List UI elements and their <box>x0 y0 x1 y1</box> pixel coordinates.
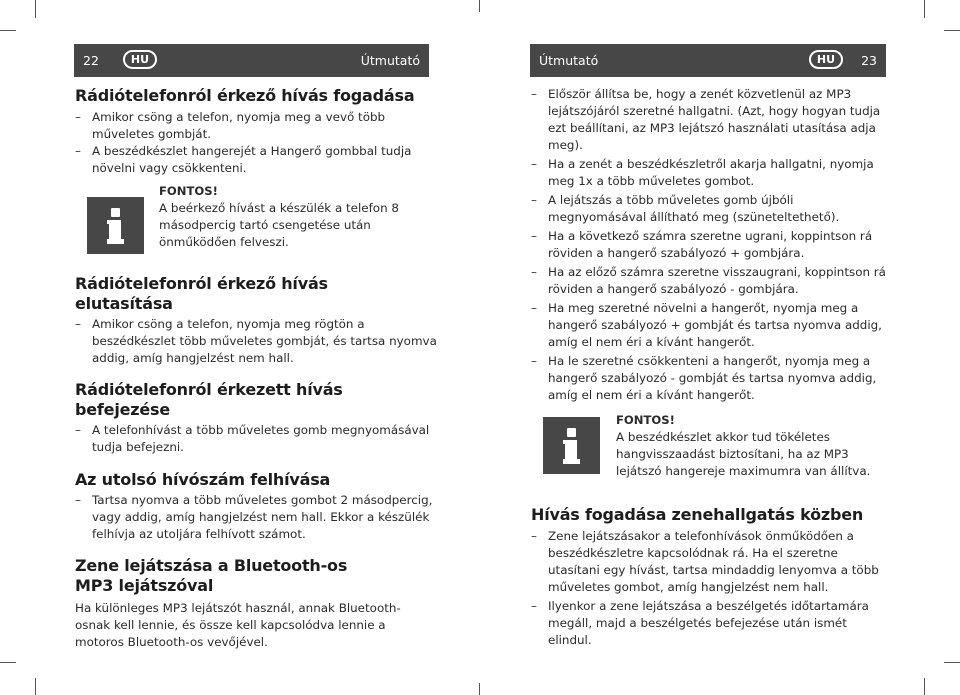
crop-mark <box>0 662 16 663</box>
crop-mark <box>944 30 960 31</box>
section-heading: Rádiótelefonról érkező hívás elutasítása <box>75 274 328 313</box>
list-item: – Amikor csöng a telefon, nyomja meg rögtön a beszédkészlet több műveletes gombját, és tartsa nyomva addig, amíg hangjelzést nem hall. <box>75 317 437 365</box>
right-header-bar <box>530 44 886 77</box>
list-item: – A lejátszás a több műveletes gomb újbóli megnyomásával állítható meg (szüneteltethető). <box>531 193 840 224</box>
list-item: – Tartsa nyomva a több műveletes gombot 2 másodpercig, vagy addig, amíg hangjelzést nem hall. Ekkor a készülék felhívja az utoljára felhívott számot. <box>75 493 433 541</box>
note-title: FONTOS! <box>159 184 218 198</box>
left-header-bar <box>74 44 429 77</box>
info-icon <box>543 417 600 474</box>
important-note <box>75 183 427 261</box>
note-text: A beérkező hívást a készülék a telefon 8 másodpercig tartó csengetése után önműködően felveszi. <box>159 201 399 249</box>
section-heading: Hívás fogadása zenehallgatás közben <box>531 505 864 524</box>
list-item: – A beszédkészlet hangerejét a Hangerő gombbal tudja növelni vagy csökkenteni. <box>75 144 412 175</box>
list-item: – Ha a zenét a beszédkészletről akarja hallgatni, nyomja meg 1x a több műveletes gombot. <box>531 157 874 188</box>
bullet: – <box>75 110 81 124</box>
list-item: – Ha a következő számra szeretne ugrani, koppintson rá röviden a hangerő szabályozó + gombjára. <box>531 229 873 260</box>
crop-mark <box>35 0 36 18</box>
important-note <box>531 412 886 492</box>
info-icon <box>87 197 144 254</box>
bullet: – <box>531 229 537 243</box>
header-title: Útmutató <box>539 53 599 68</box>
list-item: – Ha az előző számra szeretne visszaugrani, koppintson rá röviden a hangerő szabályozó - gombjára. <box>531 265 886 296</box>
bullet: – <box>75 493 81 507</box>
bullet: – <box>531 529 537 543</box>
bullet: – <box>531 193 537 207</box>
crop-mark <box>924 678 925 695</box>
section-heading: Az utolsó hívószám felhívása <box>75 470 331 489</box>
crop-mark <box>479 0 480 12</box>
header-title: Útmutató <box>360 53 420 68</box>
section-heading: Rádiótelefonról érkező hívás fogadása <box>75 86 415 105</box>
note-text: A beszédkészlet akkor tud tökéletes hangvisszaadást biztosítani, ha az MP3 lejátszó hangereje maximumra van állítva. <box>616 430 871 478</box>
page-number: 22 <box>83 53 99 68</box>
language-badge: HU <box>123 50 157 69</box>
crop-mark <box>479 683 480 695</box>
bullet: – <box>531 157 537 171</box>
section-heading: Rádiótelefonról érkezett hívás befejezése <box>75 380 343 419</box>
left-page-content <box>75 86 437 651</box>
language-badge: HU <box>809 50 843 69</box>
bullet: – <box>531 354 537 368</box>
bullet: – <box>75 144 81 158</box>
page-number: 23 <box>861 53 877 68</box>
bullet: – <box>75 317 81 331</box>
body-paragraph: Ha különleges MP3 lejátszót használ, annak Bluetooth-osnak kell lennie, és össze kell kapcsolódva lennie a motoros Bluetooth-os vevőjével. <box>75 601 401 649</box>
list-item: – Zene lejátszásakor a telefonhívások önműködően a beszédkészletre kapcsolódnak rá. Ha el szeretne utasítani egy hívást, tartsa mindaddig lenyomva a több műveletes gombot, amíg hangjelzést nem hall. <box>531 529 879 594</box>
crop-mark <box>924 0 925 18</box>
right-page-content <box>531 86 886 649</box>
crop-mark <box>35 678 36 695</box>
bullet: – <box>75 423 81 437</box>
list-item: – Először állítsa be, hogy a zenét közvetlenül az MP3 lejátszójáról szeretné hallgatni. (Azt, hogy hogyan tudja ezt beállítani, az MP3 lejátszó használati utasítása adja meg). <box>531 87 881 152</box>
note-title: FONTOS! <box>616 413 675 427</box>
list-item: – Ha le szeretné csökkenteni a hangerőt, nyomja meg a hangerő szabályozó - gombját és tartsa nyomva addig, amíg el nem éri a kívánt hangerőt. <box>531 354 877 402</box>
list-item: – A telefonhívást a több műveletes gomb megnyomásával tudja befejezni. <box>75 423 430 454</box>
bullet: – <box>531 599 537 613</box>
section-heading: Zene lejátszása a Bluetooth-os MP3 lejátszóval <box>75 556 348 595</box>
bullet: – <box>531 265 537 279</box>
list-item: – Ilyenkor a zene lejátszása a beszélgetés időtartamára megáll, majd a beszélgetés befejezése után ismét elindul. <box>531 599 869 647</box>
crop-mark <box>944 662 960 663</box>
list-item: – Ha meg szeretné növelni a hangerőt, nyomja meg a hangerő szabályozó + gombját és tartsa nyomva addig, amíg el nem éri a kívánt hangerőt. <box>531 301 882 349</box>
crop-mark <box>0 30 16 31</box>
bullet: – <box>531 301 537 315</box>
bullet: – <box>531 87 537 101</box>
list-item: – Amikor csöng a telefon, nyomja meg a vevő több műveletes gombját. <box>75 110 386 141</box>
